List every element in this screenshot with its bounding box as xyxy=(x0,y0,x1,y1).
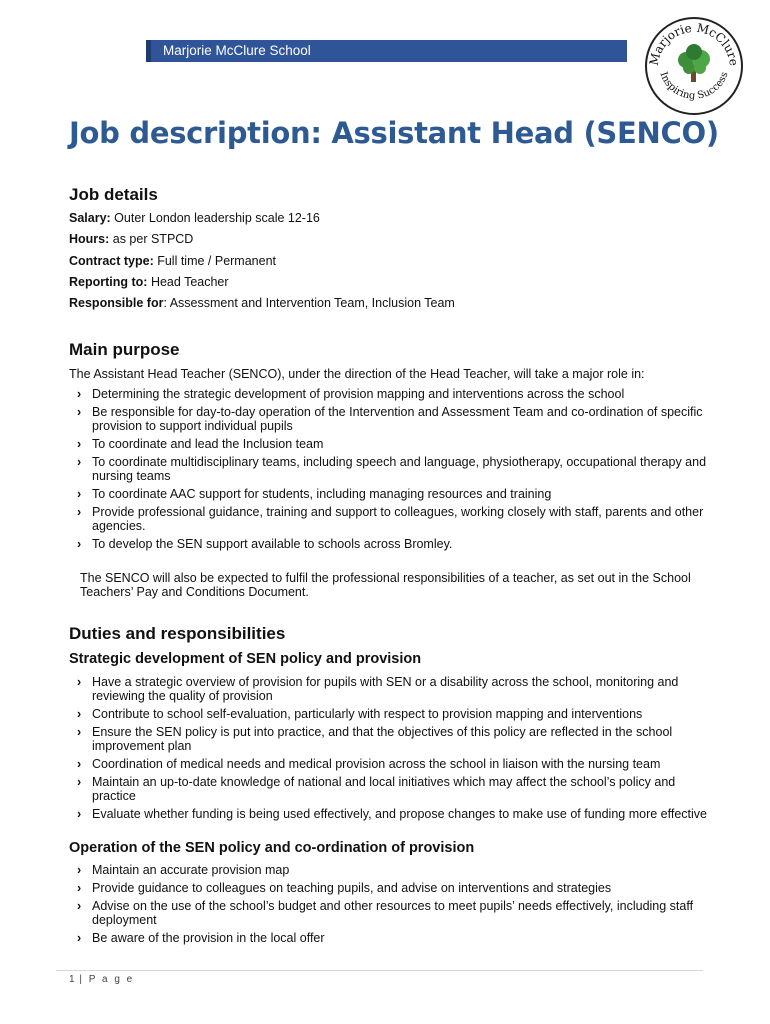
list-item: › Be responsible for day-to-day operation of the Intervention and Assessment Team and co-ordination of specific provision to support individual pupils xyxy=(77,405,703,433)
list-item: › To coordinate and lead the Inclusion team xyxy=(77,437,324,451)
operation-list xyxy=(77,863,707,949)
chevron-right-icon: › xyxy=(77,387,82,401)
chevron-right-icon: › xyxy=(77,455,82,469)
list-item: › Ensure the SEN policy is put into practice, and that the objectives of this policy are reflected in the school improvement plan xyxy=(77,725,673,753)
list-item: › Maintain an accurate provision map xyxy=(77,863,290,877)
chevron-right-icon: › xyxy=(77,775,82,789)
reporting-value: Head Teacher xyxy=(147,275,229,289)
contract-value: Full time / Permanent xyxy=(153,254,276,268)
contract-label: Contract type: xyxy=(69,254,154,268)
reporting-label: Reporting to: xyxy=(69,275,148,289)
chevron-right-icon: › xyxy=(77,931,82,945)
main-purpose-heading: Main purpose xyxy=(69,340,180,359)
main-purpose-list xyxy=(77,387,707,555)
salary-value: Outer London leadership scale 12-16 xyxy=(110,211,320,225)
chevron-right-icon: › xyxy=(77,505,82,519)
list-item: › Contribute to school self-evaluation, particularly with respect to provision mapping and interventions xyxy=(77,707,643,721)
strategic-heading: Strategic development of SEN policy and provision xyxy=(69,651,422,667)
page-footer xyxy=(69,974,134,985)
duties-heading: Duties and responsibilities xyxy=(69,624,286,643)
chevron-right-icon: › xyxy=(77,405,82,419)
hours-label: Hours: xyxy=(69,232,110,246)
school-logo xyxy=(644,16,744,116)
responsible-value: : Assessment and Intervention Team, Inclusion Team xyxy=(163,296,455,310)
list-item: › Maintain an up-to-date knowledge of national and local initiatives which may affect the school’s policy and practice xyxy=(77,775,676,803)
chevron-right-icon: › xyxy=(77,899,82,913)
job-details-heading: Job details xyxy=(69,185,158,204)
list-item: › To coordinate AAC support for students, including managing resources and training xyxy=(77,487,552,501)
list-item: › Evaluate whether funding is being used effectively, and propose changes to make use of funding more effective xyxy=(77,807,707,821)
list-item: › To coordinate multidisciplinary teams, including speech and language, physiotherapy, occupational therapy and nursing teams xyxy=(77,455,707,483)
school-name: Marjorie McClure School xyxy=(163,43,311,58)
operation-heading: Operation of the SEN policy and co-ordination of provision xyxy=(69,840,475,856)
main-purpose-intro: The Assistant Head Teacher (SENCO), under the direction of the Head Teacher, will take a major role in: xyxy=(69,367,645,381)
list-item: › Have a strategic overview of provision for pupils with SEN or a disability across the school, monitoring and reviewing the quality of provision xyxy=(77,675,679,703)
list-item: › To develop the SEN support available to schools across Bromley. xyxy=(77,537,453,551)
list-item: › Determining the strategic development of provision mapping and interventions across the school xyxy=(77,387,625,401)
page-number: 1 xyxy=(69,974,75,985)
responsible-row xyxy=(69,296,455,310)
chevron-right-icon: › xyxy=(77,707,82,721)
list-item: › Be aware of the provision in the local offer xyxy=(77,931,325,945)
list-item: › Provide professional guidance, training and support to colleagues, working closely with staff, parents and other agencies. xyxy=(77,505,704,533)
contract-row xyxy=(69,254,276,268)
page-label: | P a g e xyxy=(74,974,135,985)
chevron-right-icon: › xyxy=(77,437,82,451)
header-bar xyxy=(146,40,627,62)
chevron-right-icon: › xyxy=(77,881,82,895)
chevron-right-icon: › xyxy=(77,757,82,771)
logo-top-text: Marjorie McClure xyxy=(646,20,742,67)
list-item: › Advise on the use of the school’s budget and other resources to meet pupils’ needs effectively, including staff deployment xyxy=(77,899,694,927)
chevron-right-icon: › xyxy=(77,487,82,501)
logo-bottom-text: Inspiring Success xyxy=(657,70,731,102)
reporting-row xyxy=(69,275,229,289)
responsible-label: Responsible for xyxy=(69,296,164,310)
strategic-list xyxy=(77,675,707,825)
hours-row xyxy=(69,232,193,246)
footer-divider xyxy=(56,970,703,971)
document-title: Job description: Assistant Head (SENCO) xyxy=(69,116,719,150)
chevron-right-icon: › xyxy=(77,675,82,689)
chevron-right-icon: › xyxy=(77,537,82,551)
salary-label: Salary: xyxy=(69,211,111,225)
chevron-right-icon: › xyxy=(77,725,82,739)
hours-value: as per STPCD xyxy=(109,232,194,246)
list-item: › Provide guidance to colleagues on teaching pupils, and advise on interventions and strategies xyxy=(77,881,612,895)
list-item: › Coordination of medical needs and medical provision across the school in liaison with the nursing team xyxy=(77,757,661,771)
salary-row xyxy=(69,211,320,225)
chevron-right-icon: › xyxy=(77,807,82,821)
senco-paragraph: The SENCO will also be expected to fulfil the professional responsibilities of a teacher, as set out in the School Teachers’ Pay and Conditions Document. xyxy=(80,571,691,599)
chevron-right-icon: › xyxy=(77,863,82,877)
